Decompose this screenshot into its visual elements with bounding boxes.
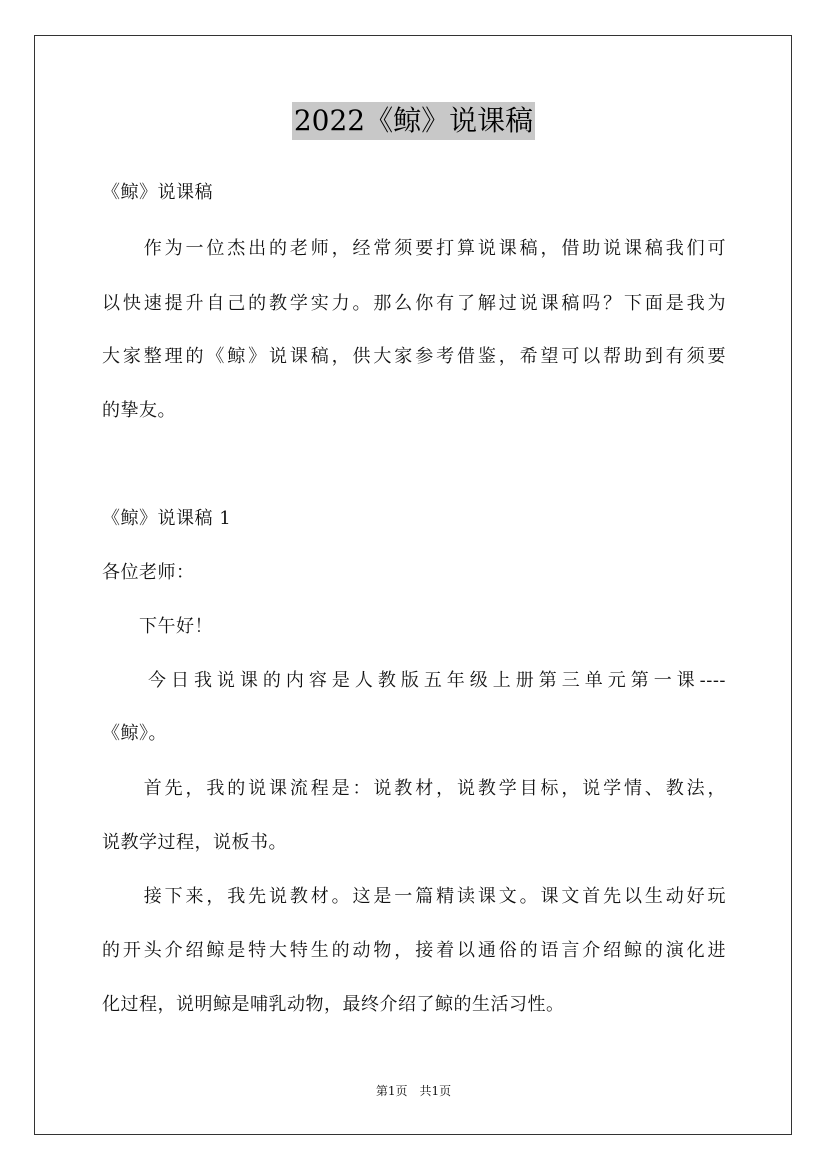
para1-line-2: 《鲸》。 bbox=[102, 723, 167, 744]
intro-line-3: 大家整理的《鲸》说课稿，供大家参考借鉴，希望可以帮助到有须要 bbox=[102, 346, 726, 367]
section-heading: 《鲸》说课稿 1 bbox=[102, 508, 232, 529]
intro-line-2: 以快速提升自己的教学实力。那么你有了解过说课稿吗？下面是我为 bbox=[102, 293, 726, 314]
good-afternoon: 下午好！ bbox=[102, 616, 213, 637]
para2-line-1: 首先，我的说课流程是：说教材，说教学目标，说学情、教法， bbox=[102, 778, 726, 799]
subtitle: 《鲸》说课稿 bbox=[102, 182, 213, 203]
para1-line-1: 今日我说课的内容是人教版五年级上册第三单元第一课---- bbox=[102, 670, 726, 691]
greeting: 各位老师： bbox=[102, 562, 195, 583]
page-footer: 第1页 共1页 bbox=[375, 1084, 452, 1098]
title-container bbox=[0, 102, 827, 140]
para3-line-2: 的开头介绍鲸是特大特生的动物，接着以通俗的语言介绍鲸的演化进 bbox=[102, 940, 726, 961]
para2-line-2: 说教学过程，说板书。 bbox=[102, 832, 287, 853]
document-title: 2022《鲸》说课稿 bbox=[292, 102, 535, 140]
para3-line-3: 化过程，说明鲸是哺乳动物，最终介绍了鲸的生活习性。 bbox=[102, 994, 565, 1015]
para3-line-1: 接下来，我先说教材。这是一篇精读课文。课文首先以生动好玩 bbox=[102, 886, 726, 907]
intro-line-1: 作为一位杰出的老师，经常须要打算说课稿，借助说课稿我们可 bbox=[102, 238, 726, 259]
intro-line-4: 的挚友。 bbox=[102, 400, 176, 421]
